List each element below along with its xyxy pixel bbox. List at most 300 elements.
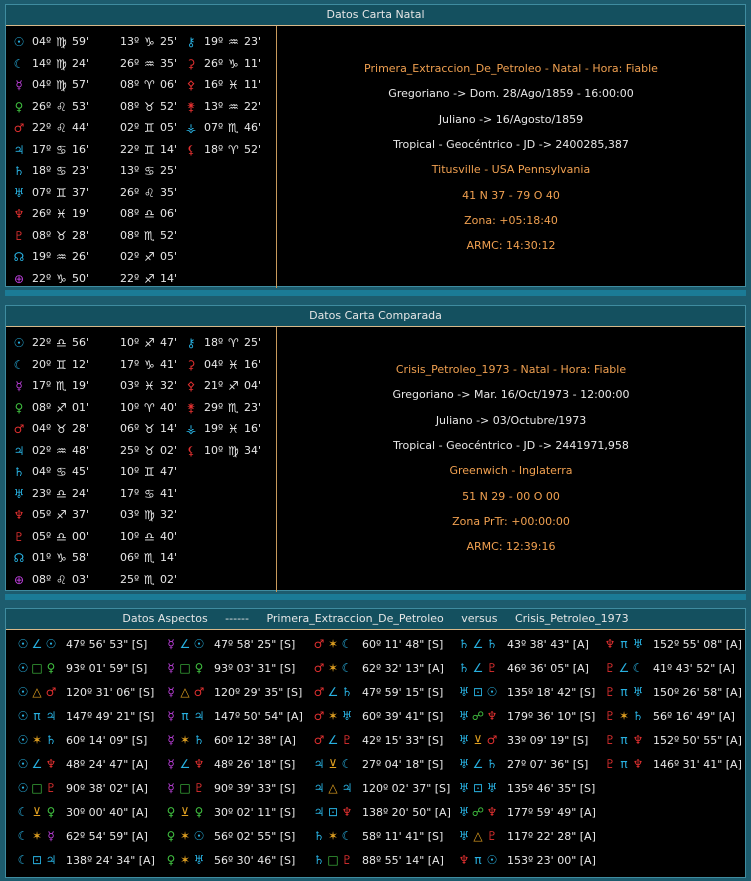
aspect-row: [16, 800, 148, 824]
planet-icon: ♆: [341, 805, 353, 819]
planet-degree: 21º: [204, 379, 224, 392]
planet-icon: ♂: [313, 637, 325, 651]
planet-icon: ♅: [458, 829, 470, 843]
planet-degree: 10º: [204, 443, 224, 457]
aspect-value: 56º 16' 49" [A]: [653, 710, 735, 723]
aspect-icon: ⊡: [472, 781, 484, 795]
zodiac-sign-icon: ♐: [56, 508, 67, 522]
planet-minutes: 03': [72, 572, 90, 586]
aspect-value: 62º 54' 59" [A]: [66, 830, 148, 843]
zodiac-sign-icon: ♎: [56, 529, 67, 544]
aspect-value: 46º 36' 05" [A]: [507, 662, 589, 675]
zodiac-sign-icon: ♈: [144, 78, 155, 92]
juno-icon: ⚵: [186, 99, 196, 114]
zodiac-sign-icon: ♉: [144, 443, 155, 458]
aspect-row: [457, 776, 595, 800]
planet-icon: ♅: [458, 733, 470, 747]
neptune-icon: ♆: [13, 508, 25, 522]
planet-degree: 05º: [32, 529, 52, 543]
aspect-icon: ⊡: [472, 685, 484, 699]
planet-minutes: 02': [160, 443, 178, 457]
planet-minutes: 34': [244, 443, 262, 457]
planet-degree: 20º: [32, 357, 52, 371]
planet-minutes: 47': [160, 465, 178, 478]
zodiac-sign-icon: ♍: [56, 35, 67, 49]
planet-row: [6, 225, 276, 247]
jupiter-icon: ♃: [13, 443, 25, 458]
aspect-row: [457, 632, 589, 656]
aspect-row: [164, 704, 303, 728]
planet-icon: ♇: [45, 781, 57, 795]
zodiac-sign-icon: ♏: [228, 400, 239, 415]
zodiac-sign-icon: ♊: [144, 142, 155, 157]
aspect-value: 27º 04' 18" [S]: [362, 758, 444, 771]
aspect-icon: □: [327, 853, 339, 867]
venus-icon: ♀: [14, 400, 24, 415]
aspect-value: 93º 01' 59" [S]: [66, 662, 148, 675]
aspect-row: [16, 656, 147, 680]
aspect-value: 179º 36' 10" [S]: [507, 710, 596, 723]
planet-row: [6, 440, 276, 462]
planet-degree: 18º: [32, 164, 52, 177]
planet-row: [6, 569, 276, 591]
aspect-value: 135º 46' 35" [S]: [507, 782, 596, 795]
aspect-icon: ∠: [179, 757, 191, 771]
aspect-value: 147º 49' 21" [S]: [66, 710, 155, 723]
planet-row: [6, 246, 276, 268]
planet-minutes: 25': [160, 164, 178, 177]
fortune-icon: ⊕: [13, 572, 25, 587]
zodiac-sign-icon: ♎: [144, 529, 155, 544]
planet-minutes: 37': [72, 508, 90, 521]
zodiac-sign-icon: ♏: [144, 228, 155, 243]
aspect-icon: ✶: [327, 829, 339, 843]
aspect-icon: ∠: [472, 757, 484, 771]
planet-degree: 07º: [32, 185, 52, 199]
aspect-value: 41º 43' 52" [A]: [653, 662, 735, 675]
aspect-value: 62º 32' 13" [A]: [362, 662, 444, 675]
planet-icon: ♇: [604, 757, 616, 771]
aspect-row: [312, 728, 443, 752]
node-icon: ☊: [13, 551, 25, 565]
planet-minutes: 05': [160, 121, 178, 134]
planet-icon: ♀: [194, 805, 204, 819]
aspect-row: [603, 704, 735, 728]
planet-degree: 18º: [204, 142, 224, 156]
planet-row: [6, 268, 276, 290]
planet-minutes: 23': [72, 164, 90, 177]
planet-degree: 18º: [204, 336, 224, 349]
planet-degree: 17º: [120, 486, 140, 500]
planet-degree: 26º: [32, 99, 52, 113]
planet-icon: ☉: [17, 781, 29, 795]
planet-icon: ♂: [45, 685, 57, 699]
aspect-icon: ∠: [618, 661, 630, 675]
planet-icon: ♃: [313, 805, 325, 819]
planet-degree: 19º: [32, 250, 52, 263]
planet-icon: ♆: [45, 757, 57, 771]
planet-minutes: 47': [160, 336, 178, 349]
planet-icon: ♅: [632, 637, 644, 651]
aspect-row: [164, 728, 296, 752]
aspect-icon: ⊻: [473, 733, 483, 747]
planet-row: [6, 483, 276, 505]
planet-minutes: 19': [72, 207, 90, 220]
planet-minutes: 16': [244, 422, 262, 435]
planet-row: [6, 96, 276, 118]
zodiac-sign-icon: ♊: [144, 465, 155, 479]
zodiac-sign-icon: ♏: [228, 121, 239, 135]
planet-row: [6, 53, 276, 75]
zodiac-sign-icon: ♑: [144, 35, 155, 49]
planet-icon: ☾: [17, 805, 29, 819]
aspect-icon: △: [328, 781, 338, 795]
aspect-icon: ∠: [472, 661, 484, 675]
planet-icon: ♄: [458, 661, 470, 675]
aspect-row: [16, 752, 148, 776]
chart-info-line: Juliano -> 03/Octubre/1973: [435, 413, 587, 427]
aspect-row: [312, 824, 443, 848]
zodiac-sign-icon: ♑: [228, 56, 239, 71]
planet-icon: ♄: [486, 757, 498, 771]
planet-degree: 10º: [120, 465, 140, 478]
aspect-row: [312, 656, 444, 680]
planet-icon: ♅: [458, 757, 470, 771]
planet-icon: ☾: [17, 853, 29, 867]
aspect-row: [164, 752, 295, 776]
planet-degree: 08º: [120, 99, 140, 113]
aspect-icon: ✶: [179, 853, 191, 867]
planet-degree: 17º: [32, 379, 52, 392]
zodiac-sign-icon: ♋: [56, 465, 67, 479]
planet-icon: ♂: [313, 685, 325, 699]
planet-row: [6, 504, 276, 526]
planet-degree: 13º: [120, 164, 140, 177]
planet-degree: 04º: [32, 465, 52, 478]
planet-minutes: 05': [160, 250, 178, 263]
planet-minutes: 37': [72, 185, 90, 199]
aspect-row: [457, 824, 596, 848]
planet-icon: ♂: [313, 709, 325, 723]
planet-minutes: 04': [244, 379, 262, 392]
aspect-icon: ∠: [179, 637, 191, 651]
zodiac-sign-icon: ♉: [56, 228, 67, 243]
lilith-icon: ⚸: [186, 142, 196, 157]
planet-row: [6, 203, 276, 225]
planet-degree: 08º: [32, 228, 52, 242]
aspect-row: [312, 776, 450, 800]
zodiac-sign-icon: ♓: [228, 78, 239, 92]
saturn-icon: ♄: [13, 164, 25, 178]
planet-minutes: 12': [72, 357, 90, 371]
planet-minutes: 35': [160, 185, 178, 199]
planet-icon: ☉: [17, 661, 29, 675]
aspect-icon: ⊻: [328, 757, 338, 771]
planet-minutes: 50': [72, 271, 90, 285]
vesta-icon: ⚶: [185, 422, 197, 436]
zodiac-sign-icon: ♓: [144, 379, 155, 393]
planet-icon: ♅: [458, 709, 470, 723]
aspect-row: [164, 680, 302, 704]
planet-icon: ♀: [166, 853, 176, 867]
aspect-row: [312, 704, 443, 728]
planet-icon: ☾: [632, 661, 644, 675]
aspect-row: [164, 632, 295, 656]
planet-degree: 17º: [120, 357, 140, 371]
planet-icon: ♇: [604, 709, 616, 723]
planet-minutes: 14': [160, 142, 178, 156]
planet-icon: ☾: [341, 637, 353, 651]
planet-icon: ♅: [458, 781, 470, 795]
planet-row: [6, 526, 276, 548]
aspect-value: 146º 31' 41" [A]: [653, 758, 742, 771]
planet-minutes: 58': [72, 551, 90, 564]
planet-degree: 04º: [32, 422, 52, 435]
planet-degree: 13º: [204, 99, 224, 113]
aspect-value: 90º 38' 02" [A]: [66, 782, 148, 795]
comparada-planet-table: [6, 327, 277, 592]
planet-icon: ☿: [167, 661, 175, 675]
zodiac-sign-icon: ♒: [56, 250, 67, 264]
aspect-row: [603, 728, 742, 752]
aspect-icon: ✶: [179, 733, 191, 747]
planet-icon: ☉: [193, 637, 205, 651]
aspect-icon: ∠: [31, 637, 43, 651]
chart-info-line: Zona: +05:18:40: [464, 213, 558, 227]
planet-icon: ♅: [341, 709, 353, 723]
planet-minutes: 14': [160, 271, 178, 285]
planet-icon: ☉: [17, 685, 29, 699]
planet-degree: 02º: [120, 121, 140, 134]
planet-degree: 16º: [204, 78, 224, 91]
planet-icon: ☿: [167, 781, 175, 795]
planet-icon: ♆: [632, 757, 644, 771]
zodiac-sign-icon: ♈: [228, 336, 239, 350]
planet-icon: ☿: [47, 829, 55, 843]
zodiac-sign-icon: ♒: [228, 99, 239, 114]
zodiac-sign-icon: ♊: [144, 121, 155, 135]
zodiac-sign-icon: ♏: [56, 379, 67, 393]
planet-icon: ♂: [313, 733, 325, 747]
moon-icon: ☾: [13, 357, 25, 372]
planet-icon: ♃: [45, 853, 57, 867]
planet-row: [6, 117, 276, 139]
planet-degree: 22º: [120, 142, 140, 156]
zodiac-sign-icon: ♐: [144, 271, 155, 286]
aspect-icon: ✶: [31, 733, 43, 747]
zodiac-sign-icon: ♓: [228, 422, 239, 436]
jupiter-icon: ♃: [13, 142, 25, 157]
planet-degree: 03º: [120, 379, 140, 392]
planet-minutes: 16': [72, 142, 90, 156]
aspect-value: 150º 26' 58" [A]: [653, 686, 742, 699]
planet-degree: 02º: [32, 443, 52, 457]
planet-icon: ♆: [604, 637, 616, 651]
planet-degree: 02º: [120, 250, 140, 263]
uranus-icon: ♅: [13, 185, 25, 200]
aspect-row: [312, 800, 451, 824]
pallas-icon: ⚴: [186, 78, 196, 92]
planet-icon: ♂: [313, 661, 325, 675]
aspect-value: 135º 18' 42" [S]: [507, 686, 596, 699]
chart-info-line: Juliano -> 16/Agosto/1859: [438, 112, 584, 126]
aspect-value: 60º 39' 41" [S]: [362, 710, 444, 723]
planet-degree: 03º: [120, 508, 140, 521]
sun-icon: ☉: [13, 336, 25, 350]
aspect-value: 48º 26' 18" [S]: [214, 758, 296, 771]
aspect-icon: ∠: [327, 733, 339, 747]
planet-icon: ☉: [486, 853, 498, 867]
planet-icon: ☉: [17, 733, 29, 747]
aspect-row: [457, 728, 588, 752]
chart-info-line: 51 N 29 - 00 O 00: [462, 489, 560, 503]
planet-degree: 04º: [204, 357, 224, 371]
planet-icon: ♇: [486, 661, 498, 675]
planet-icon: ☿: [167, 733, 175, 747]
venus-icon: ♀: [14, 99, 24, 114]
planet-icon: ♄: [632, 709, 644, 723]
chiron-icon: ⚷: [186, 35, 196, 49]
chart-info-line: Titusville - USA Pennsylvania: [431, 163, 591, 177]
aspect-icon: △: [32, 685, 42, 699]
planet-icon: ♆: [486, 805, 498, 819]
planet-icon: ♄: [193, 733, 205, 747]
planet-icon: ♆: [632, 733, 644, 747]
planet-minutes: 32': [160, 508, 178, 521]
aspect-row: [16, 728, 147, 752]
aspect-icon: ✶: [618, 709, 630, 723]
aspect-value: 120º 29' 35" [S]: [214, 686, 303, 699]
planet-degree: 10º: [120, 336, 140, 349]
natal-chart-info: [277, 26, 745, 288]
aspect-icon: π: [181, 709, 189, 723]
chart-info-line: Zona PrTr: +00:00:00: [452, 514, 570, 528]
planet-degree: 07º: [204, 121, 224, 134]
zodiac-sign-icon: ♋: [144, 486, 155, 501]
planet-degree: 19º: [204, 422, 224, 435]
zodiac-sign-icon: ♓: [56, 207, 67, 221]
planet-minutes: 25': [244, 336, 262, 349]
planet-icon: ☉: [193, 829, 205, 843]
zodiac-sign-icon: ♉: [56, 422, 67, 436]
planet-degree: 08º: [120, 78, 140, 91]
aspect-row: [457, 656, 589, 680]
planet-degree: 26º: [120, 56, 140, 70]
planet-icon: ☾: [341, 661, 353, 675]
pluto-icon: ♇: [13, 529, 25, 544]
planet-degree: 26º: [204, 56, 224, 70]
planet-minutes: 40': [160, 400, 178, 414]
ceres-icon: ⚳: [186, 56, 196, 71]
zodiac-sign-icon: ♒: [228, 35, 239, 49]
planet-row: [6, 547, 276, 569]
aspect-value: 117º 22' 28" [A]: [507, 830, 596, 843]
zodiac-sign-icon: ♈: [144, 400, 155, 415]
planet-minutes: 06': [160, 78, 178, 91]
planet-icon: ☿: [167, 685, 175, 699]
aspect-icon: □: [31, 781, 43, 795]
mars-icon: ♂: [13, 121, 25, 135]
node-icon: ☊: [13, 250, 25, 264]
planet-row: [6, 354, 276, 376]
planet-icon: ☉: [17, 757, 29, 771]
planet-minutes: 44': [72, 121, 90, 134]
planet-minutes: 02': [160, 572, 178, 586]
natal-panel-title: Datos Carta Natal: [6, 5, 745, 26]
planet-degree: 22º: [32, 336, 52, 349]
zodiac-sign-icon: ♎: [56, 336, 67, 350]
planet-degree: 19º: [204, 35, 224, 48]
aspect-icon: ∠: [472, 637, 484, 651]
planet-minutes: 14': [160, 422, 178, 435]
mercury-icon: ☿: [15, 78, 23, 92]
planet-icon: ♇: [486, 829, 498, 843]
aspect-row: [457, 848, 596, 872]
natal-panel: [5, 4, 746, 287]
planet-row: [6, 461, 276, 483]
planet-icon: ♇: [193, 781, 205, 795]
aspect-row: [164, 656, 295, 680]
zodiac-sign-icon: ♋: [56, 164, 67, 178]
aspect-icon: ∠: [31, 757, 43, 771]
zodiac-sign-icon: ♍: [228, 443, 239, 458]
aspect-value: 47º 56' 53" [S]: [66, 638, 148, 651]
planet-minutes: 59': [72, 35, 90, 48]
planet-icon: ☿: [167, 757, 175, 771]
aspect-icon: ✶: [31, 829, 43, 843]
zodiac-sign-icon: ♐: [144, 250, 155, 264]
aspect-value: 138º 24' 34" [A]: [66, 854, 155, 867]
aspect-row: [312, 752, 443, 776]
aspect-value: 56º 02' 55" [S]: [214, 830, 296, 843]
planet-degree: 08º: [32, 572, 52, 586]
planet-minutes: 45': [72, 465, 90, 478]
aspect-icon: △: [473, 829, 483, 843]
aspect-row: [164, 800, 295, 824]
separator-bar: [5, 594, 746, 600]
planet-icon: ♃: [313, 757, 325, 771]
aspect-icon: ✶: [179, 829, 191, 843]
planet-icon: ☉: [17, 709, 29, 723]
aspect-value: 56º 30' 46" [S]: [214, 854, 296, 867]
aspect-value: 138º 20' 50" [A]: [362, 806, 451, 819]
planet-icon: ♃: [45, 709, 57, 723]
planet-icon: ☾: [341, 829, 353, 843]
saturn-icon: ♄: [13, 465, 25, 479]
planet-degree: 08º: [32, 400, 52, 414]
zodiac-sign-icon: ♓: [228, 357, 239, 372]
aspect-icon: π: [620, 637, 628, 651]
planet-icon: ☉: [17, 637, 29, 651]
planet-degree: 08º: [120, 228, 140, 242]
planet-minutes: 56': [72, 336, 90, 349]
planet-degree: 22º: [120, 271, 140, 285]
aspect-icon: ✶: [327, 637, 339, 651]
planet-degree: 17º: [32, 142, 52, 156]
planet-degree: 10º: [120, 400, 140, 414]
aspect-value: 120º 31' 06" [S]: [66, 686, 155, 699]
zodiac-sign-icon: ♐: [228, 379, 239, 393]
planet-icon: ♇: [341, 853, 353, 867]
planet-minutes: 48': [72, 443, 90, 457]
planet-minutes: 11': [244, 78, 262, 91]
planet-icon: ♃: [341, 781, 353, 795]
planet-minutes: 25': [160, 35, 178, 48]
planet-minutes: 28': [72, 228, 90, 242]
zodiac-sign-icon: ♌: [56, 572, 67, 587]
planet-minutes: 52': [160, 99, 178, 113]
planet-minutes: 01': [72, 400, 90, 414]
